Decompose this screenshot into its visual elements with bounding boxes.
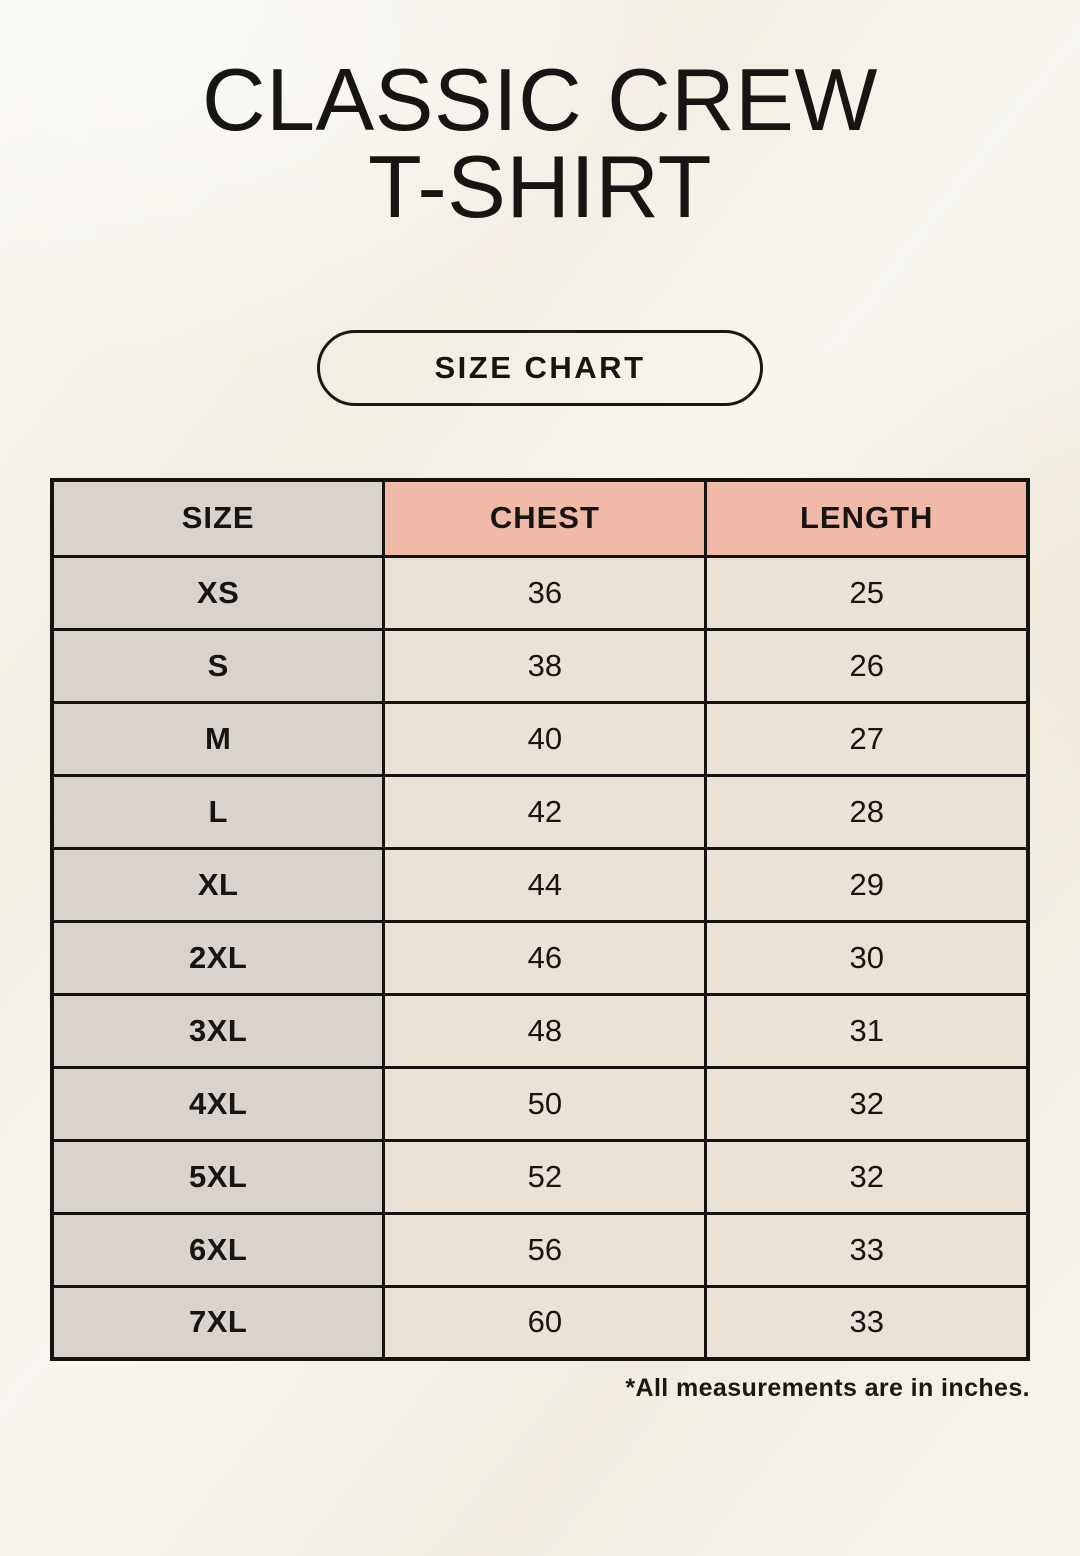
chest-cell: 48 xyxy=(384,994,706,1067)
measurements-footnote: *All measurements are in inches. xyxy=(625,1374,1030,1402)
chest-cell: 52 xyxy=(384,1140,706,1213)
table-row xyxy=(52,1067,1028,1140)
length-cell: 26 xyxy=(706,629,1028,702)
chest-cell: 60 xyxy=(384,1286,706,1359)
length-cell: 31 xyxy=(706,994,1028,1067)
length-cell: 33 xyxy=(706,1213,1028,1286)
size-cell: L xyxy=(52,775,384,848)
chest-cell: 56 xyxy=(384,1213,706,1286)
chest-cell: 44 xyxy=(384,848,706,921)
table-row xyxy=(52,921,1028,994)
size-cell: 6XL xyxy=(52,1213,384,1286)
size-cell: M xyxy=(52,702,384,775)
column-header-chest: CHEST xyxy=(384,480,706,556)
page-title-line2: T-SHIRT xyxy=(367,137,713,236)
size-cell: XL xyxy=(52,848,384,921)
size-chart-table xyxy=(50,478,1030,1361)
size-cell: 4XL xyxy=(52,1067,384,1140)
size-cell: S xyxy=(52,629,384,702)
table-row xyxy=(52,775,1028,848)
length-cell: 28 xyxy=(706,775,1028,848)
size-cell: 3XL xyxy=(52,994,384,1067)
chest-cell: 40 xyxy=(384,702,706,775)
header-row xyxy=(52,480,1028,556)
page-title-line1: CLASSIC CREW xyxy=(202,50,878,149)
length-cell: 29 xyxy=(706,848,1028,921)
page-title xyxy=(0,50,1080,236)
chest-cell: 36 xyxy=(384,556,706,629)
size-chart-button[interactable]: SIZE CHART xyxy=(317,330,763,406)
table-row xyxy=(52,702,1028,775)
size-table-header xyxy=(52,480,1028,556)
length-cell: 33 xyxy=(706,1286,1028,1359)
table-row xyxy=(52,1140,1028,1213)
chest-cell: 38 xyxy=(384,629,706,702)
length-cell: 32 xyxy=(706,1067,1028,1140)
size-cell: 7XL xyxy=(52,1286,384,1359)
table-row xyxy=(52,556,1028,629)
column-header-length: LENGTH xyxy=(706,480,1028,556)
table-row xyxy=(52,994,1028,1067)
table-row xyxy=(52,1286,1028,1359)
size-table-body xyxy=(52,556,1028,1359)
size-cell: 5XL xyxy=(52,1140,384,1213)
table-row xyxy=(52,1213,1028,1286)
length-cell: 25 xyxy=(706,556,1028,629)
chest-cell: 50 xyxy=(384,1067,706,1140)
table-row xyxy=(52,848,1028,921)
chest-cell: 46 xyxy=(384,921,706,994)
page-header xyxy=(0,50,1080,236)
size-cell: 2XL xyxy=(52,921,384,994)
table-row xyxy=(52,629,1028,702)
length-cell: 30 xyxy=(706,921,1028,994)
length-cell: 32 xyxy=(706,1140,1028,1213)
chest-cell: 42 xyxy=(384,775,706,848)
size-cell: XS xyxy=(52,556,384,629)
length-cell: 27 xyxy=(706,702,1028,775)
column-header-size: SIZE xyxy=(52,480,384,556)
